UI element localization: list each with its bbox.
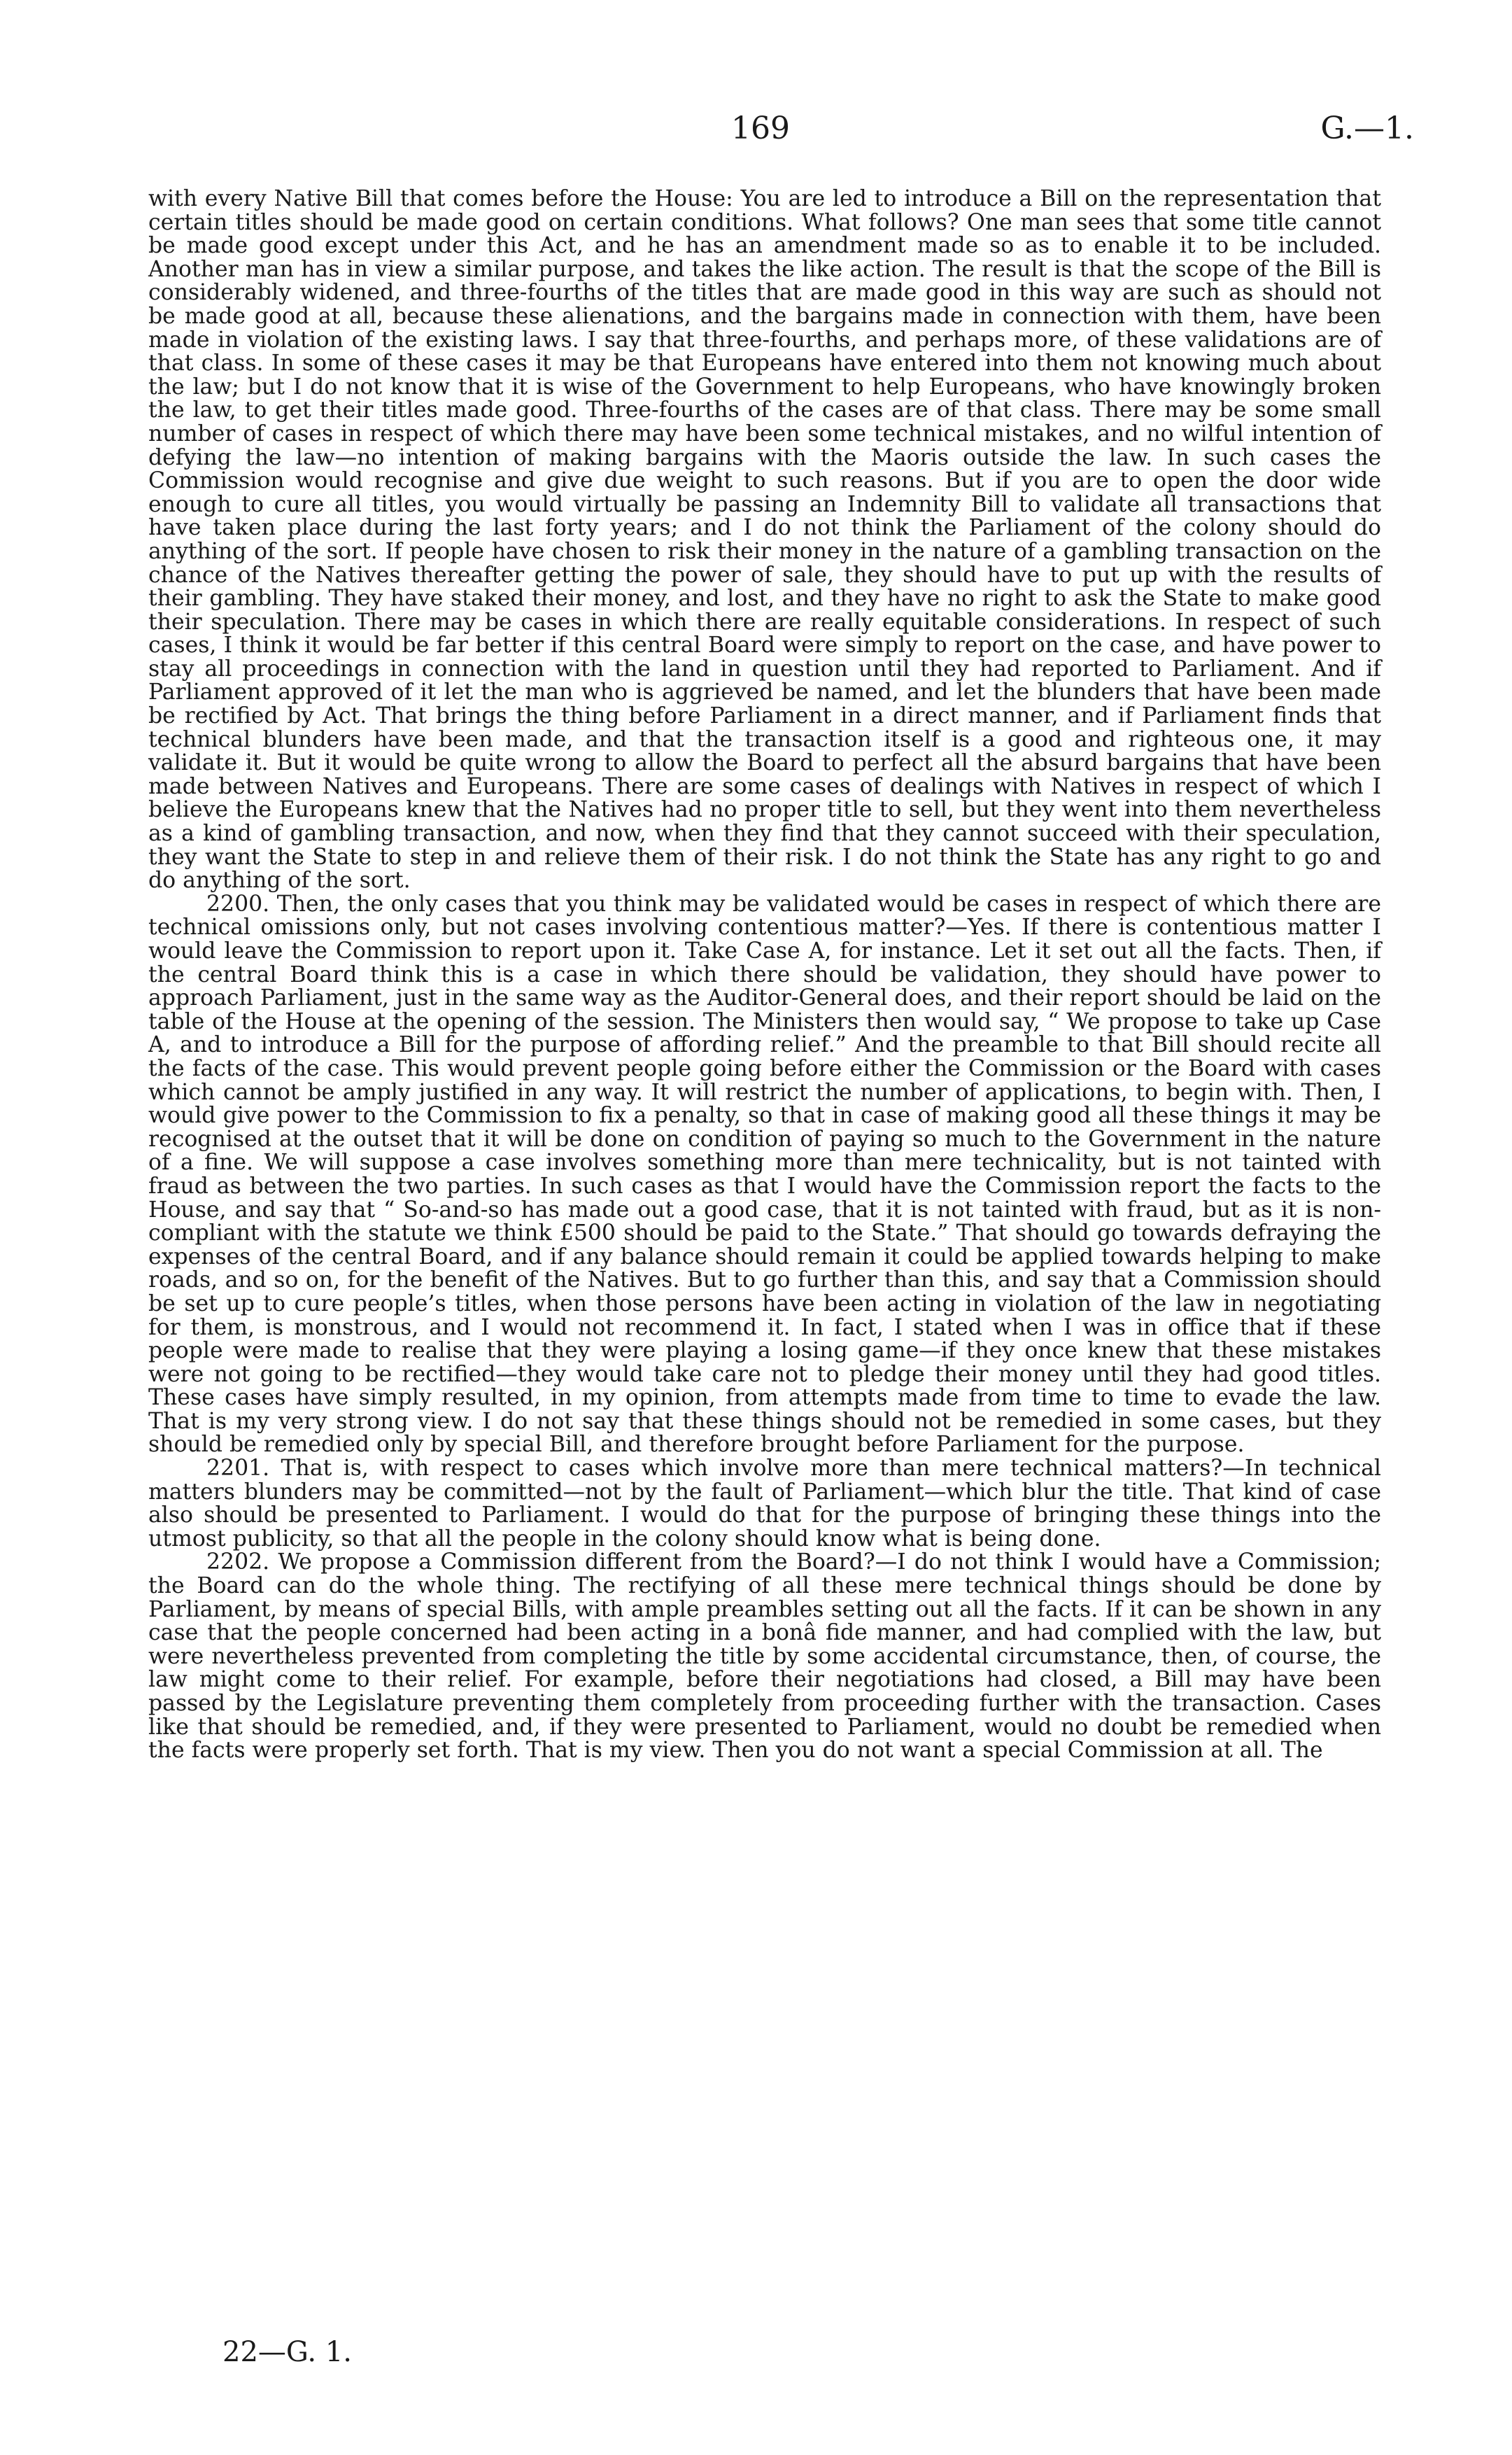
series-reference: G.—1. <box>1320 111 1414 146</box>
printer-signature: 22—G. 1. <box>222 2336 353 2368</box>
body-text <box>148 188 1381 1763</box>
paragraph-2201: 2201. That is, with respect to cases which involve more than mere technical matters?—In technical matters blunders may be committed—not by the fault of Parliament—which blur the title. That kind of case also should be presented to Parliament. I would do that for the purpose of bringing these things into the utmost publicity, so that all the people in the colony should know what is being done. <box>148 1456 1381 1552</box>
paragraph-2202: 2202. We propose a Commission different from the Board?—I do not think I would have a Commission; the Board can do the whole thing. The rectifying of all these mere technical things should be done by Parliament, by means of special Bills, with ample preambles setting out all the facts. If it can be shown in any case that the people concerned had been acting in a bonâ fide manner, and had complied with the law, but were nevertheless prevented from completing the title by some accidental circumstance, then, of course, the law might come to their relief. For example, before their negotiations had closed, a Bill may have been passed by the Legislature preventing them completely from proceeding further with the transaction. Cases like that should be remedied, and, if they were presented to Parliament, would no doubt be remedied when the facts were properly set forth. That is my view. Then you do not want a special Commission at all. The <box>148 1549 1381 1764</box>
paragraph-2200: 2200. Then, the only cases that you think may be validated would be cases in respect of which there are technical omissions only, but not cases involving contentious matter?—Yes. If there is contentious matter I would leave the Commission to report upon it. Take Case A, for instance. Let it set out all the facts. Then, if the central Board think this is a case in which there should be validation, they should have power to approach Parliament, just in the same way as the Auditor-General does, and their report should be laid on the table of the House at the opening of the session. The Ministers then would say, “ We propose to take up Case A, and to introduce a Bill for the purpose of affording relief.” And the preamble to that Bill should recite all the facts of the case. This would prevent people going before either the Commission or the Board with cases which cannot be amply justified in any way. It will restrict the number of applications, to begin with. Then, I would give power to the Commission to fix a penalty, so that in case of making good all these things it may be recognised at the outset that it will be done on condition of paying so much to the Government in the nature of a fine. We will suppose a case involves something more than mere technicality, but is not tainted with fraud as between the two parties. In such cases as that I would have the Commission report the facts to the House, and say that “ So-and-so has made out a good case, that it is not tainted with fraud, but as it is non-compliant with the statute we think £500 should be paid to the State.” That should go towards defraying the expenses of the central Board, and if any balance should remain it could be applied towards helping to make roads, and so on, for the benefit of the Natives. But to go further than this, and say that a Commission should be set up to cure people’s titles, when those persons have been acting in violation of the law in negotiating for them, is monstrous, and I would not recommend it. In fact, I stated when I was in office that if these people were made to realise that they were playing a losing game—if they once knew that these mistakes were not going to be rectified—they would take care not to pledge their money until they had good titles. These cases have simply resulted, in my opinion, from attempts made from time to time to evade the law. That is my very strong view. I do not say that these things should not be remedied in some cases, but they should be remedied only by special Bill, and therefore brought before Parliament for the purpose. <box>148 891 1381 1458</box>
paragraph-continuation: with every Native Bill that comes before the House: You are led to introduce a Bill on the representation that certain titles should be made good on certain conditions. What follows? One man sees that some title cannot be made good except under this Act, and he has an amendment made so as to enable it to be included. Another man has in view a similar purpose, and takes the like action. The result is that the scope of the Bill is considerably widened, and three-fourths of the titles that are made good in this way are such as should not be made good at all, because these alienations, and the bargains made in connection with them, have been made in violation of the existing laws. I say that three-fourths, and perhaps more, of these validations are of that class. In some of these cases it may be that Europeans have entered into them not knowing much about the law; but I do not know that it is wise of the Government to help Europeans, who have knowingly broken the law, to get their titles made good. Three-fourths of the cases are of that class. There may be some small number of cases in respect of which there may have been some technical mistakes, and no wilful intention of defying the law—no intention of making bargains with the Maoris outside the law. In such cases the Commission would recognise and give due weight to such reasons. But if you are to open the door wide enough to cure all titles, you would virtually be passing an Indemnity Bill to validate all transactions that have taken place during the last forty years; and I do not think the Parliament of the colony should do anything of the sort. If people have chosen to risk their money in the nature of a gambling transaction on the chance of the Natives thereafter getting the power of sale, they should have to put up with the results of their gambling. They have staked their money, and lost, and they have no right to ask the State to make good their speculation. There may be cases in which there are really equitable considerations. In respect of such cases, I think it would be far better if this central Board were simply to report on the case, and have power to stay all proceedings in connection with the land in question until they had reported to Parliament. And if Parliament approved of it let the man who is aggrieved be named, and let the blunders that have been made be rectified by Act. That brings the thing before Parliament in a direct manner, and if Parliament finds that technical blunders have been made, and that the transaction itself is a good and righteous one, it may validate it. But it would be quite wrong to allow the Board to perfect all the absurd bargains that have been made between Natives and Europeans. There are some cases of dealings with Natives in respect of which I believe the Europeans knew that the Natives had no proper title to sell, but they went into them nevertheless as a kind of gambling transaction, and now, when they find that they cannot succeed with their speculation, they want the State to step in and relieve them of their risk. I do not think the State has any right to go and do anything of the sort. <box>148 186 1381 894</box>
page-number: 169 <box>731 111 790 146</box>
